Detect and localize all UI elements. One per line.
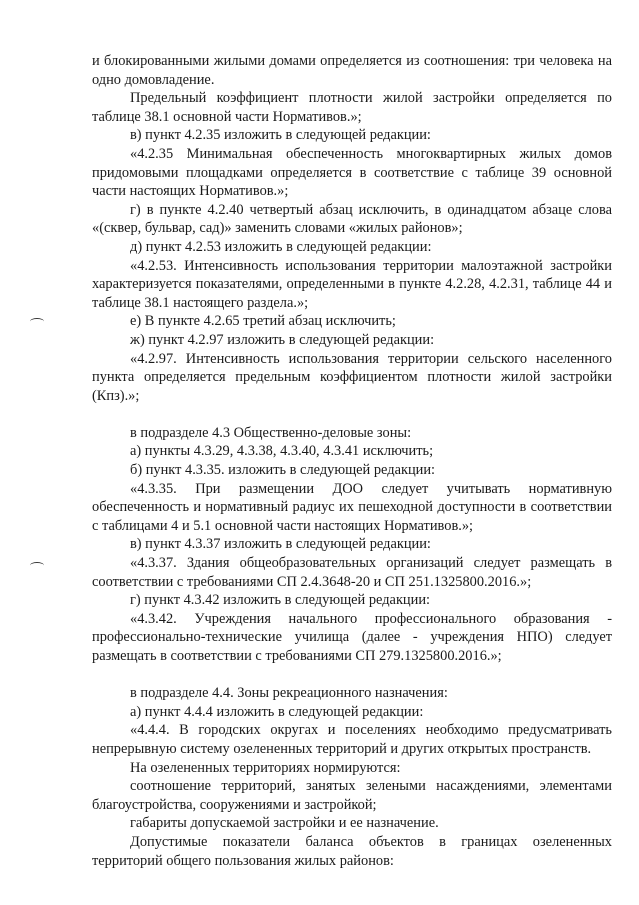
paragraph: в) пункт 4.2.35 изложить в следующей редакции: [130,127,431,144]
paragraph: в) пункт 4.3.37 изложить в следующей редакции: [130,536,431,553]
paragraph: На озелененных территориях нормируются: [130,759,401,776]
paragraph: г) в пункте 4.2.40 четвертый абзац исключить, в одинадцатом абзаце слова «(сквер, бульвар, сад)» заменить словами «жилых районов»; [92,201,612,237]
paragraph: «4.3.42. Учреждения начального профессионального образования - профессионально-технические училища (далее - учреждения НПО) следует размещать в соответствии с требованиями СП 279.1325800.2016.»; [92,610,612,664]
paragraph: «4.2.35 Минимальная обеспеченность многоквартирных жилых домов придомовыми площадками определяется в соответствие с таблице 39 основной части настоящих Нормативов.»; [92,145,612,200]
paragraph: «4.4.4. В городских округах и поселениях необходимо предусматривать непрерывную систему озелененных территорий и других открытых пространств. [92,722,612,757]
paragraph: «4.2.97. Интенсивность использования территории сельского населенного пункта определяется предельным коэффициентом плотности жилой застройки (Кпз).»; [92,350,612,404]
paragraph: в подразделе 4.4. Зоны рекреационного назначения: [130,685,448,702]
paragraph: д) пункт 4.2.53 изложить в следующей редакции: [130,238,432,255]
paragraph: «4.2.53. Интенсивность использования территории малоэтажной застройки характеризуется показателями, определенными в пункте 4.2.28, 4.2.31, таблице 44 и таблице 38.1 настоящего раздела.»; [92,257,612,311]
paragraph: и блокированными жилыми домами определяется из соотношения: три человека на одно домовладение. [92,53,612,88]
paragraph: б) пункт 4.3.35. изложить в следующей редакции: [130,462,436,479]
paragraph: «4.3.35. При размещении ДОО следует учитывать нормативную обеспеченность и нормативный радиус их пешеходной доступности в соответствии с таблицами 4 и 5.1 основной части настоящих Нормативов.»; [92,480,612,534]
paragraph: в подразделе 4.3 Общественно-деловые зоны: [130,424,412,441]
punch-hole-mark [30,562,44,569]
paragraph: Допустимые показатели баланса объектов в границах озелененных территорий общего пользования жилых районов: [92,833,612,869]
paragraph: ж) пункт 4.2.97 изложить в следующей редакции: [130,331,435,348]
paragraph: габариты допускаемой застройки и ее назначение. [130,815,439,832]
paragraph-gap [92,405,612,424]
paragraph: «4.3.37. Здания общеобразовательных организаций следует размещать в соответствии с требованиями СП 2.4.3648-20 и СП 251.1325800.2016.»; [92,555,612,590]
paragraph-gap [92,666,612,685]
document-body [92,52,612,870]
punch-hole-mark [30,318,44,325]
paragraph: а) пункты 4.3.29, 4.3.38, 4.3.40, 4.3.41 исключить; [130,443,434,460]
paragraph: г) пункт 4.3.42 изложить в следующей редакции: [130,592,431,609]
paragraph: е) В пункте 4.2.65 третий абзац исключить; [130,313,396,330]
paragraph: а) пункт 4.4.4 изложить в следующей редакции: [130,703,424,720]
paragraph: соотношение территорий, занятых зелеными насаждениями, элементами благоустройства, сооружениями и застройкой; [92,778,612,813]
paragraph: Предельный коэффициент плотности жилой застройки определяется по таблице 38.1 основной части Нормативов.»; [92,90,612,125]
